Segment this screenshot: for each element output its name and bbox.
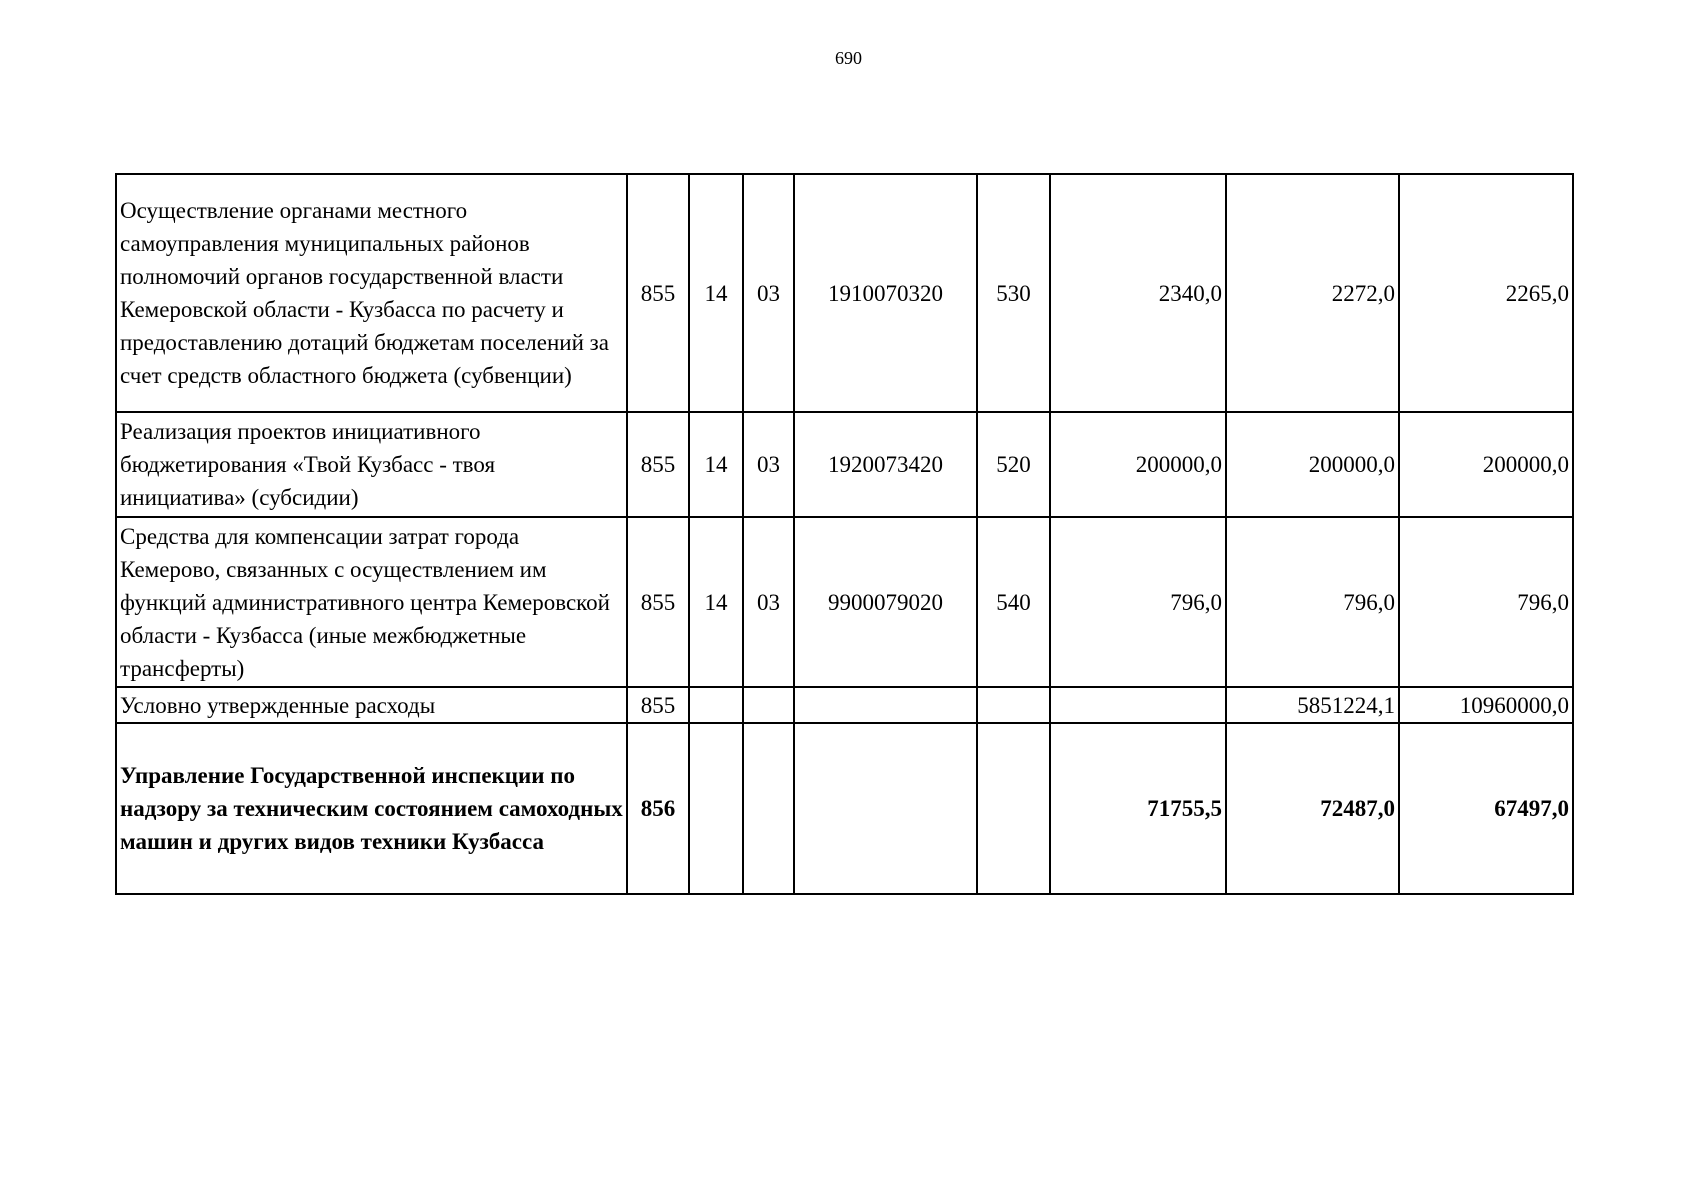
amount-year1-cell: 200000,0 [1050, 412, 1226, 517]
amount-year1-cell: 71755,5 [1050, 723, 1226, 894]
department-code-cell: 855 [627, 687, 689, 723]
department-code-cell: 855 [627, 517, 689, 687]
department-code-cell: 855 [627, 174, 689, 412]
amount-year3-cell: 200000,0 [1399, 412, 1573, 517]
expense-type-cell: 540 [977, 517, 1050, 687]
amount-year1-cell: 2340,0 [1050, 174, 1226, 412]
section-code-cell: 14 [689, 517, 743, 687]
table-row [116, 687, 1573, 723]
subsection-code-cell [743, 723, 794, 894]
amount-year3-cell: 10960000,0 [1399, 687, 1573, 723]
target-article-cell [794, 687, 977, 723]
budget-table [115, 173, 1574, 895]
amount-year2-cell: 72487,0 [1226, 723, 1399, 894]
amount-year2-cell: 200000,0 [1226, 412, 1399, 517]
amount-year3-cell: 796,0 [1399, 517, 1573, 687]
amount-year3-cell: 67497,0 [1399, 723, 1573, 894]
expense-type-cell: 530 [977, 174, 1050, 412]
target-article-cell [794, 723, 977, 894]
amount-year1-cell: 796,0 [1050, 517, 1226, 687]
section-code-cell [689, 687, 743, 723]
section-code-cell: 14 [689, 174, 743, 412]
row-name-cell: Условно утвержденные расходы [116, 687, 627, 723]
subsection-code-cell: 03 [743, 517, 794, 687]
amount-year1-cell [1050, 687, 1226, 723]
subsection-code-cell: 03 [743, 412, 794, 517]
table-row [116, 174, 1573, 412]
table-row [116, 517, 1573, 687]
subsection-code-cell [743, 687, 794, 723]
table-row [116, 412, 1573, 517]
section-code-cell: 14 [689, 412, 743, 517]
row-name-cell: Управление Государственной инспекции по надзору за техническим состоянием самоходных машин и других видов техники Кузбасса [116, 723, 627, 894]
expense-type-cell: 520 [977, 412, 1050, 517]
department-code-cell: 856 [627, 723, 689, 894]
amount-year3-cell: 2265,0 [1399, 174, 1573, 412]
subsection-code-cell: 03 [743, 174, 794, 412]
page-number: 690 [835, 48, 862, 68]
amount-year2-cell: 5851224,1 [1226, 687, 1399, 723]
row-name-cell: Реализация проектов инициативного бюджетирования «Твой Кузбасс - твоя инициатива» (субсидии) [116, 412, 627, 517]
row-name-cell: Осуществление органами местного самоуправления муниципальных районов полномочий органов государственной власти Кемеровской области - Кузбасса по расчету и предоставлению дотаций бюджетам поселений за счет средств областного бюджета (субвенции) [116, 174, 627, 412]
target-article-cell: 9900079020 [794, 517, 977, 687]
target-article-cell: 1910070320 [794, 174, 977, 412]
row-name-cell: Средства для компенсации затрат города Кемерово, связанных с осуществлением им функций административного центра Кемеровской области - Кузбасса (иные межбюджетные трансферты) [116, 517, 627, 687]
target-article-cell: 1920073420 [794, 412, 977, 517]
amount-year2-cell: 796,0 [1226, 517, 1399, 687]
department-code-cell: 855 [627, 412, 689, 517]
expense-type-cell [977, 723, 1050, 894]
section-code-cell [689, 723, 743, 894]
table-row [116, 723, 1573, 894]
expense-type-cell [977, 687, 1050, 723]
amount-year2-cell: 2272,0 [1226, 174, 1399, 412]
